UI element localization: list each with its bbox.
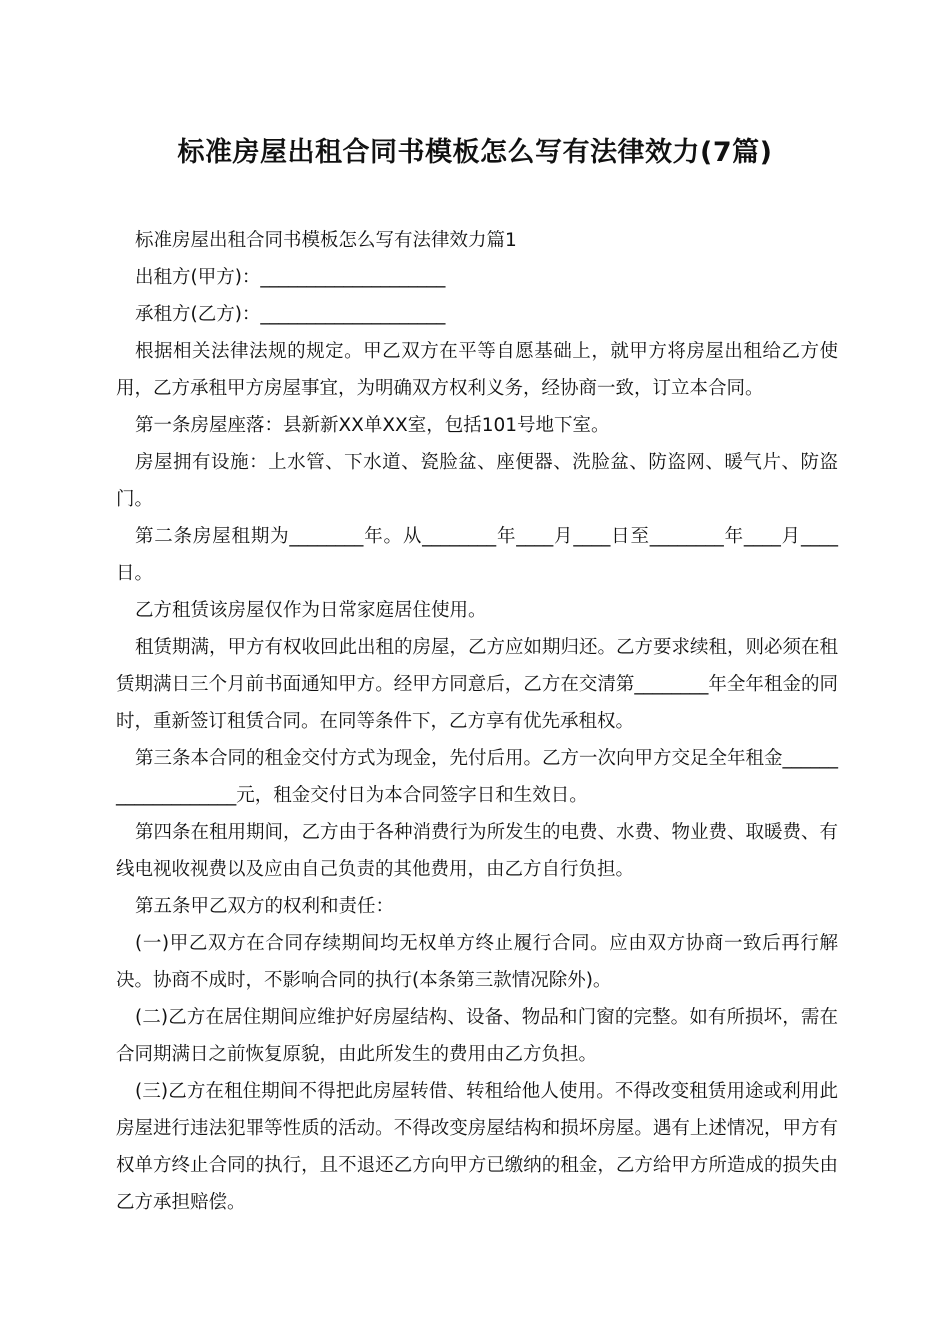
paragraph-clause-2: (二)乙方在居住期间应维护好房屋结构、设备、物品和门窗的完整。如有所损坏，需在合同期满日之前恢复原貌，由此所发生的费用由乙方负担。	[116, 1007, 838, 1065]
paragraph-article-3-rent: 第三条本合同的租金交付方式为现金，先付后用。乙方一次向甲方交足全年租金___________________元，租金交付日为本合同签字日和生效日。	[116, 748, 839, 806]
document-title: 标准房屋出租合同书模板怎么写有法律效力(7篇)	[177, 137, 773, 168]
paragraph-usage: 乙方租赁该房屋仅作为日常家庭居住使用。	[135, 600, 487, 621]
paragraph-article-5-heading: 第五条甲乙双方的权利和责任：	[135, 896, 395, 917]
paragraph-lessor: 出租方(甲方)：____________________	[135, 267, 446, 288]
paragraph-article-4-fees: 第四条在租用期间，乙方由于各种消费行为所发生的电费、水费、物业费、取暖费、有线电视收视费以及应由自己负责的其他费用，由乙方自行负担。	[116, 822, 839, 880]
paragraph-article-1-location: 第一条房屋座落：县新新XX单XX室，包括101号地下室。	[135, 415, 610, 436]
paragraph-facilities: 房屋拥有设施：上水管、下水道、瓷脸盆、座便器、洗脸盆、防盗网、暖气片、防盗门。	[116, 452, 838, 510]
paragraph-preamble: 根据相关法律法规的规定。甲乙双方在平等自愿基础上，就甲方将房屋出租给乙方使用，乙方承租甲方房屋事宜，为明确双方权利义务，经协商一致，订立本合同。	[116, 341, 838, 399]
paragraph-lessee: 承租方(乙方)：____________________	[135, 304, 446, 325]
paragraph-clause-1: (一)甲乙双方在合同存续期间均无权单方终止履行合同。应由双方协商一致后再行解决。协商不成时，不影响合同的执行(本条第三款情况除外)。	[116, 933, 838, 991]
paragraph-section-heading: 标准房屋出租合同书模板怎么写有法律效力篇1	[135, 230, 517, 251]
paragraph-article-2-term: 第二条房屋租期为________年。从________年____月____日至________年____月____日。	[116, 526, 838, 584]
paragraph-renewal: 租赁期满，甲方有权收回此出租的房屋，乙方应如期归还。乙方要求续租，则必须在租赁期满日三个月前书面通知甲方。经甲方同意后，乙方在交清第________年全年租金的同时，重新签订租赁合同。在同等条件下，乙方享有优先承租权。	[116, 637, 839, 732]
paragraph-clause-3: (三)乙方在租住期间不得把此房屋转借、转租给他人使用。不得改变租赁用途或利用此房屋进行违法犯罪等性质的活动。不得改变房屋结构和损坏房屋。遇有上述情况，甲方有权单方终止合同的执行，且不退还乙方向甲方已缴纳的租金，乙方给甲方所造成的损失由乙方承担赔偿。	[116, 1081, 838, 1213]
document-body	[116, 222, 838, 1221]
